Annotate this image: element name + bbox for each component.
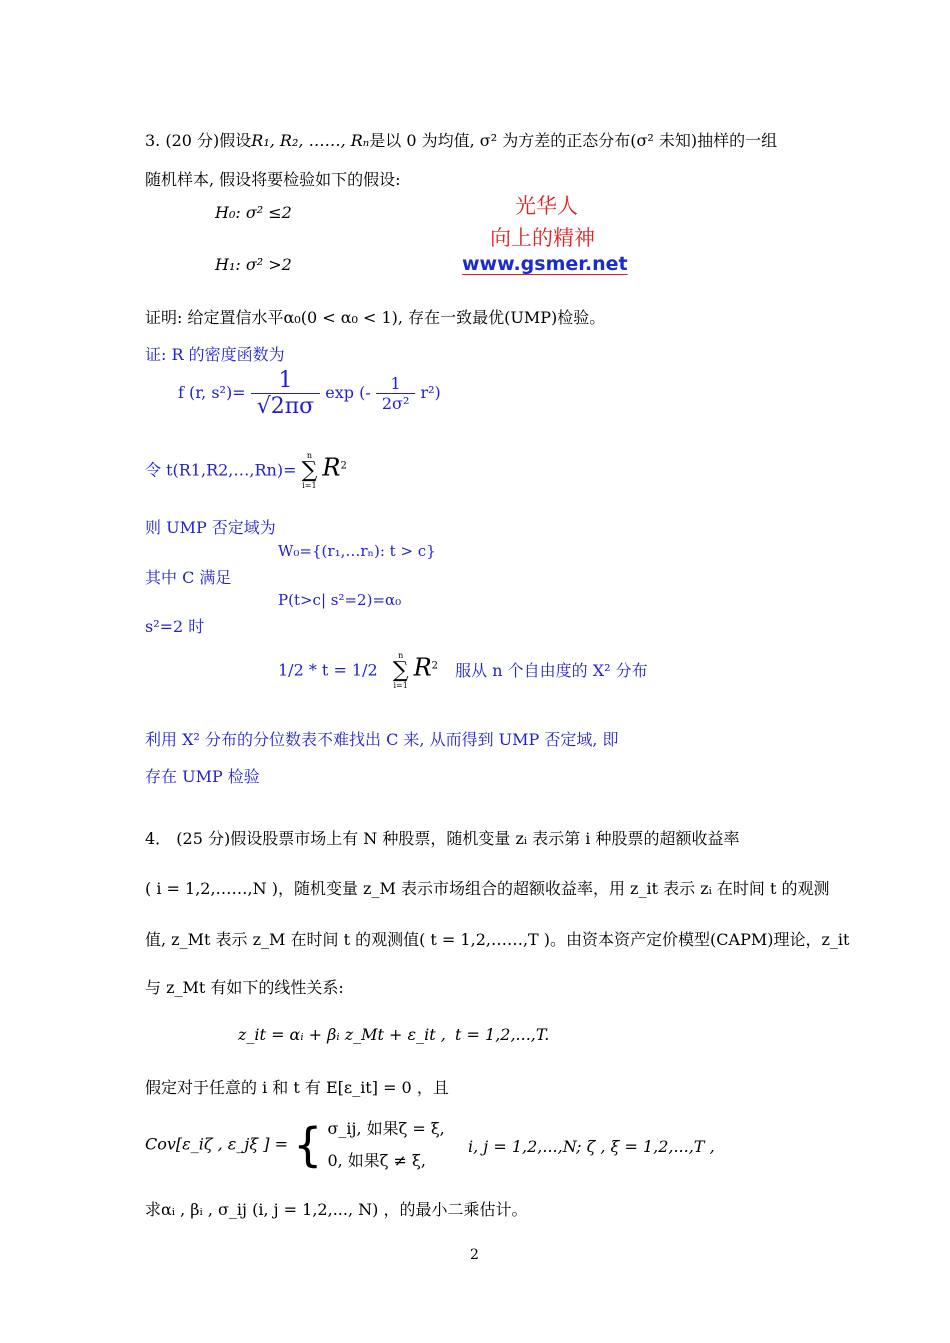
- covariance-definition: Cov[ε_iζ , ε_jξ ] = { σ_ij, 如果ζ = ξ, 0, 如果ζ ≠ ξ,: [145, 1113, 445, 1177]
- sum-symbol-2: n ∑ i=1: [392, 651, 409, 690]
- hypothesis-h0: H₀: σ² ≤2: [215, 203, 292, 222]
- density-fraction: $\frac{1}{√2\pi\sigma}$: [251, 368, 321, 419]
- when-variance-two: s²=2 时: [145, 617, 205, 636]
- q3-statement-line1: 3. (20 分)假设R₁, R₂, ……, Rₙ是以 0 为均值, σ² 为方差的正态分布(σ² 未知)抽样的一组: [145, 131, 778, 150]
- capm-time-range: t = 1,2,...,T.: [455, 1025, 550, 1044]
- q4-ask: 求αᵢ , βᵢ , σ_ij (i, j = 1,2,..., N) ，的最小二乘估计。: [145, 1200, 528, 1219]
- statistic-definition: 令 t(R1,R2,…,Rn)= n ∑ i=1 $R^2$: [145, 451, 347, 490]
- density-formula: f (r, s²)= $\frac{1}{√2\pi\sigma}$ exp (- $\frac{1}{\text{2σ²}}$ r²): [178, 368, 441, 419]
- left-brace: {: [293, 1118, 323, 1172]
- watermark-line2: 向上的精神: [490, 226, 595, 250]
- probability-condition: P(t>c| s²=2)=α₀: [278, 591, 402, 609]
- cases-block: σ_ij, 如果ζ = ξ, 0, 如果ζ ≠ ξ,: [327, 1119, 445, 1170]
- proof-conclusion-2: 存在 UMP 检验: [145, 767, 260, 786]
- watermark-url: www.gsmer.net: [462, 253, 628, 275]
- capm-model: z_it = αᵢ + βᵢ z_Mt + ε_it ,: [238, 1025, 446, 1044]
- sum-symbol: n ∑ i=1: [301, 451, 318, 490]
- q4-line3: 值, z_Mt 表示 z_M 在时间 t 的观测值( t = 1,2,……,T )。由资本资产定价模型(CAPM)理论，z_it: [145, 930, 850, 949]
- covariance-range: i, j = 1,2,...,N; ζ , ξ = 1,2,...,T ,: [468, 1137, 715, 1156]
- q3-prove-statement: 证明: 给定置信水平α₀(0 < α₀ < 1), 存在一致最优(UMP)检验。: [145, 308, 606, 327]
- q4-line4: 与 z_Mt 有如下的线性关系:: [145, 978, 344, 997]
- rejection-region: W₀={(r₁,…rₙ): t > c}: [278, 542, 436, 560]
- proof-conclusion-1: 利用 X² 分布的分位数表不难找出 C 来, 从而得到 UMP 否定域, 即: [145, 730, 619, 749]
- q4-line1: 4． (25 分)假设股票市场上有 N 种股票，随机变量 zᵢ 表示第 i 种股票的超额收益率: [145, 829, 740, 848]
- exp-fraction: $\frac{1}{\text{2σ²}}$: [376, 374, 416, 413]
- watermark-line1: 光华人: [515, 194, 578, 218]
- q4-line2: ( i = 1,2,……,N )，随机变量 z_M 表示市场组合的超额收益率，用 z_it 表示 zᵢ 在时间 t 的观测: [145, 879, 830, 898]
- q3-statement-line2: 随机样本, 假设将要检验如下的假设:: [145, 170, 401, 189]
- rejection-region-title: 则 UMP 否定域为: [145, 518, 276, 537]
- q4-assumption: 假定对于任意的 i 和 t 有 E[ε_it] = 0 ，且: [145, 1078, 449, 1097]
- proof-density-intro: 证: R 的密度函数为: [145, 345, 285, 364]
- chi-square-statement: 1/2 * t = 1/2 n ∑ i=1 $R^2$ 服从 n 个自由度的 X² 分布: [278, 651, 648, 690]
- page-number: 2: [470, 1247, 479, 1263]
- c-condition: 其中 C 满足: [145, 568, 232, 587]
- hypothesis-h1: H₁: σ² >2: [215, 255, 292, 274]
